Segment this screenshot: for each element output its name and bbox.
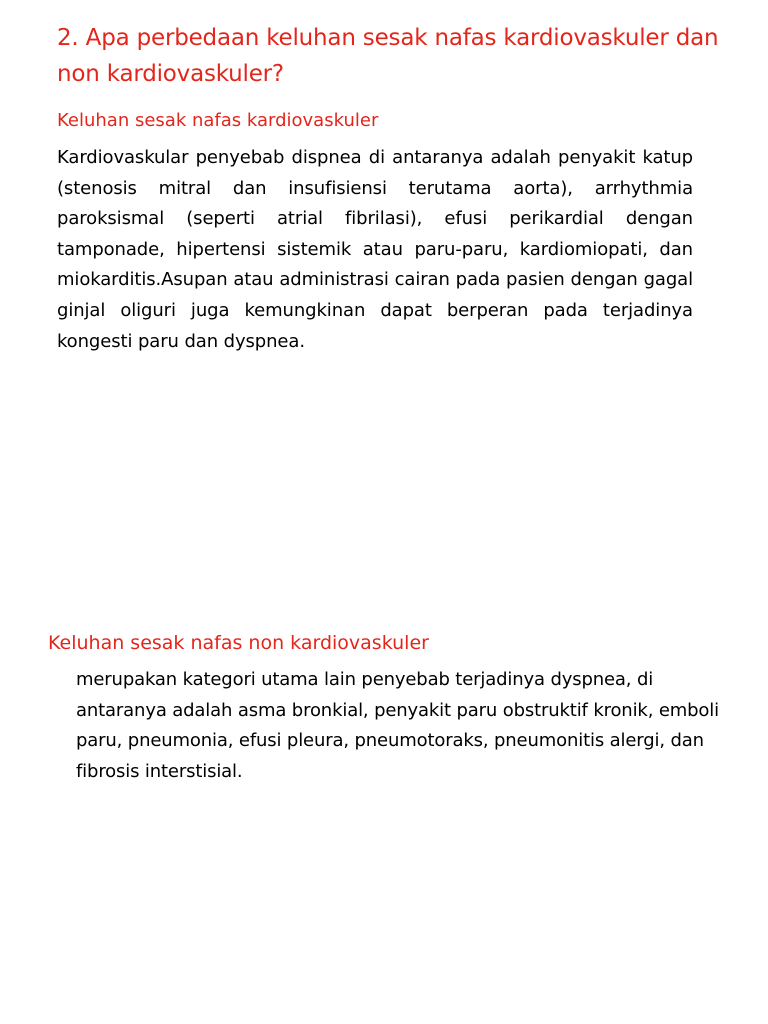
slide-title: 2. Apa perbedaan keluhan sesak nafas kardiovaskuler dan non kardiovaskuler? [57, 25, 719, 87]
section-heading-cardiovascular: Keluhan sesak nafas kardiovaskuler [57, 110, 379, 131]
section-heading-non-cardiovascular: Keluhan sesak nafas non kardiovaskuler [48, 632, 429, 654]
section-body-cardiovascular: Kardiovaskular penyebab dispnea di antaranya adalah penyakit katup (stenosis mitral dan insufisiensi terutama aorta), arrhythmia paroksismal (seperti atrial fibrilasi), efusi perikardial dengan tamponade, hipertensi sistemik atau paru-paru, kardiomiopati, dan miokarditis.Asupan atau administrasi cairan pada pasien dengan gagal ginjal oliguri juga kemungkinan dapat berperan pada terjadinya kongesti paru dan dyspnea. [57, 147, 693, 352]
section-body-non-cardiovascular: merupakan kategori utama lain penyebab terjadinya dyspnea, di antaranya adalah asma bronkial, penyakit paru obstruktif kronik, emboli paru, pneumonia, efusi pleura, pneumotoraks, pneumonitis alergi, dan fibrosis interstisial. [76, 669, 719, 782]
